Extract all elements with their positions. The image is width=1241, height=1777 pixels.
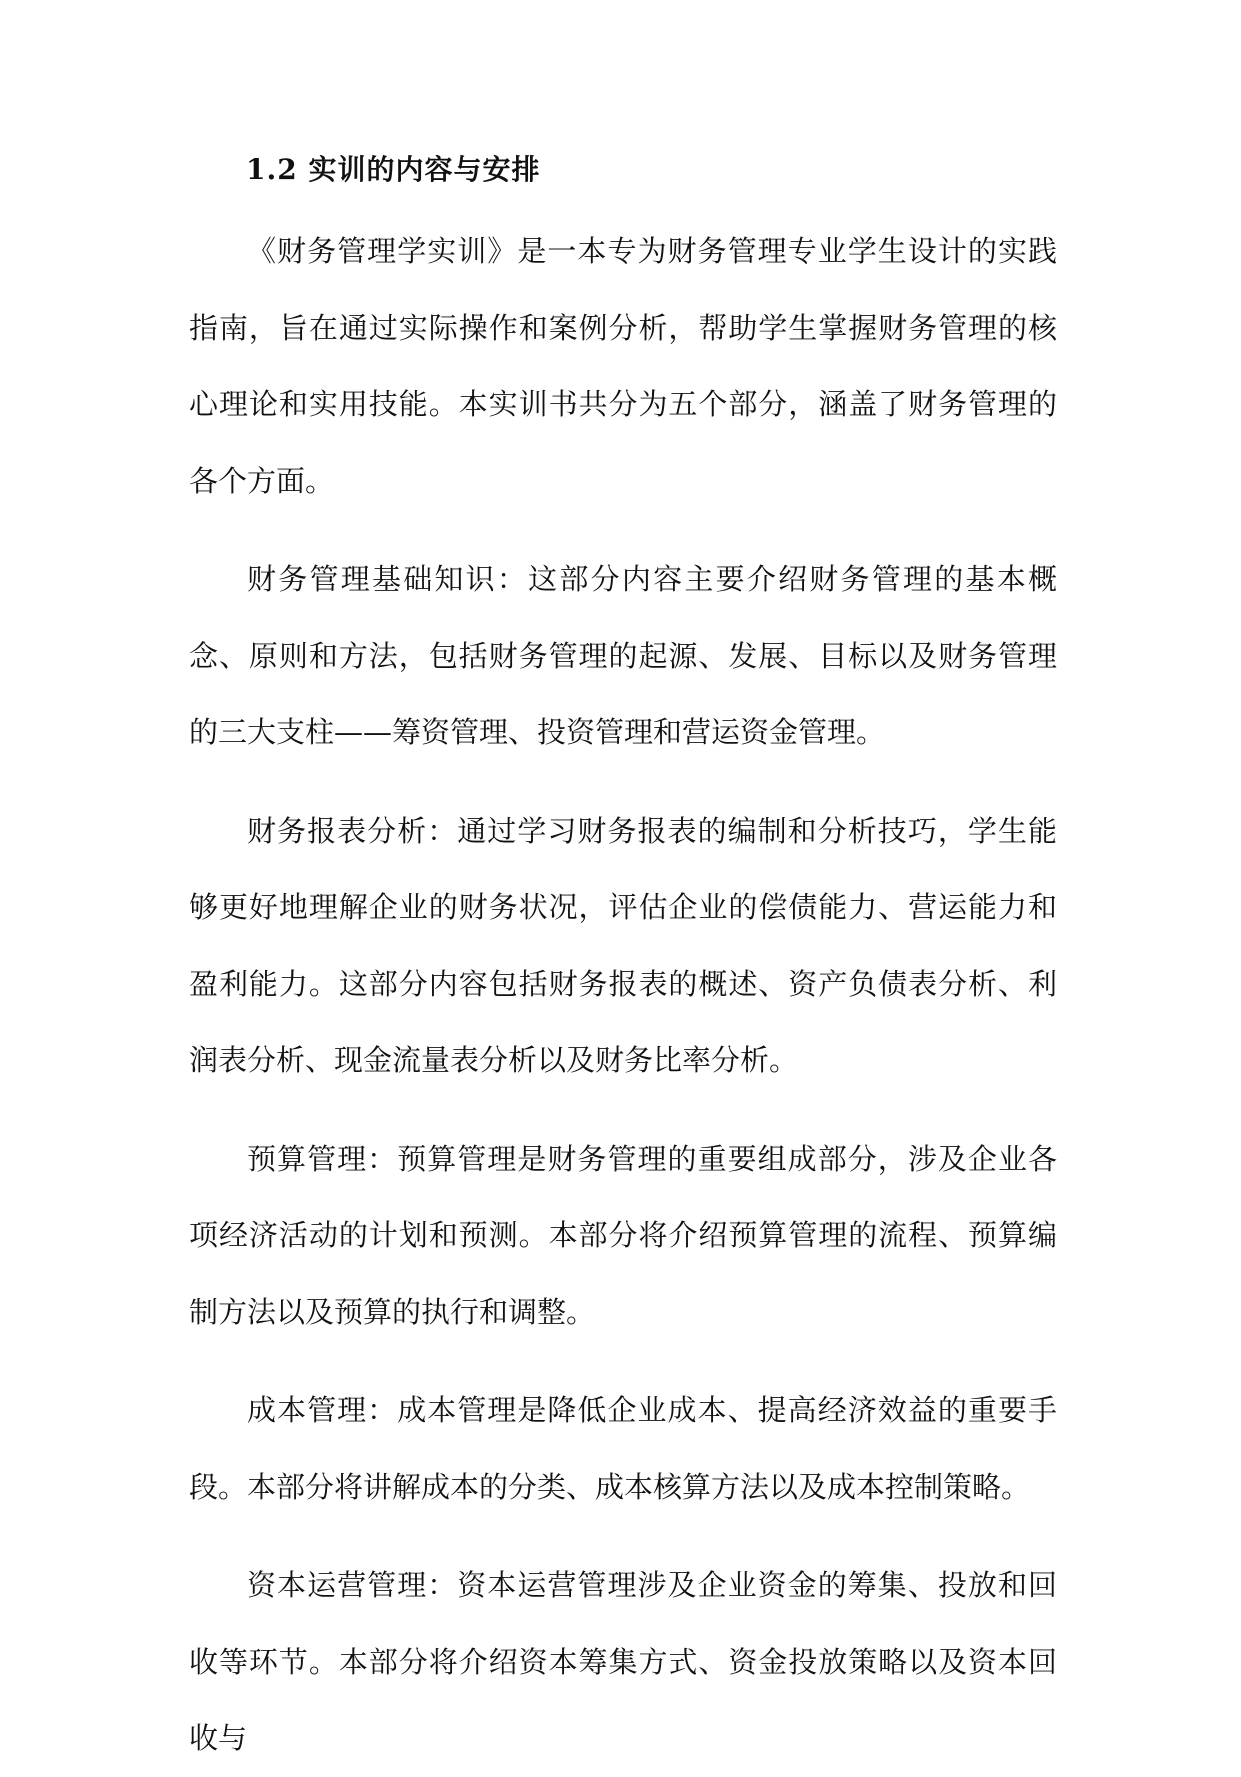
- paragraph-financial-basics: 财务管理基础知识：这部分内容主要介绍财务管理的基本概念、原则和方法，包括财务管理的起源、发展、目标以及财务管理的三大支柱——筹资管理、投资管理和营运资金管理。: [189, 562, 1057, 749]
- paragraph-intro: 《财务管理学实训》是一本专为财务管理专业学生设计的实践指南，旨在通过实际操作和案例分析，帮助学生掌握财务管理的核心理论和实用技能。本实训书共分为五个部分，涵盖了财务管理的各个方面。: [189, 234, 1057, 498]
- paragraph-budget-management: 预算管理：预算管理是财务管理的重要组成部分，涉及企业各项经济活动的计划和预测。本部分将介绍预算管理的流程、预算编制方法以及预算的执行和调整。: [189, 1141, 1057, 1329]
- document-body: [189, 213, 1057, 1777]
- paragraph-capital-operation: 资本运营管理：资本运营管理涉及企业资金的筹集、投放和回收等环节。本部分将介绍资本筹集方式、资金投放策略以及资本回收与: [189, 1568, 1057, 1755]
- paragraph-statement-analysis: 财务报表分析：通过学习财务报表的编制和分析技巧，学生能够更好地理解企业的财务状况，评估企业的偿债能力、营运能力和盈利能力。这部分内容包括财务报表的概述、资产负债表分析、利润表分析、现金流量表分析以及财务比率分析。: [189, 813, 1057, 1077]
- paragraph-cost-management: 成本管理：成本管理是降低企业成本、提高经济效益的重要手段。本部分将讲解成本的分类、成本核算方法以及成本控制策略。: [189, 1393, 1057, 1504]
- section-heading: 1.2 实训的内容与安排: [246, 153, 541, 186]
